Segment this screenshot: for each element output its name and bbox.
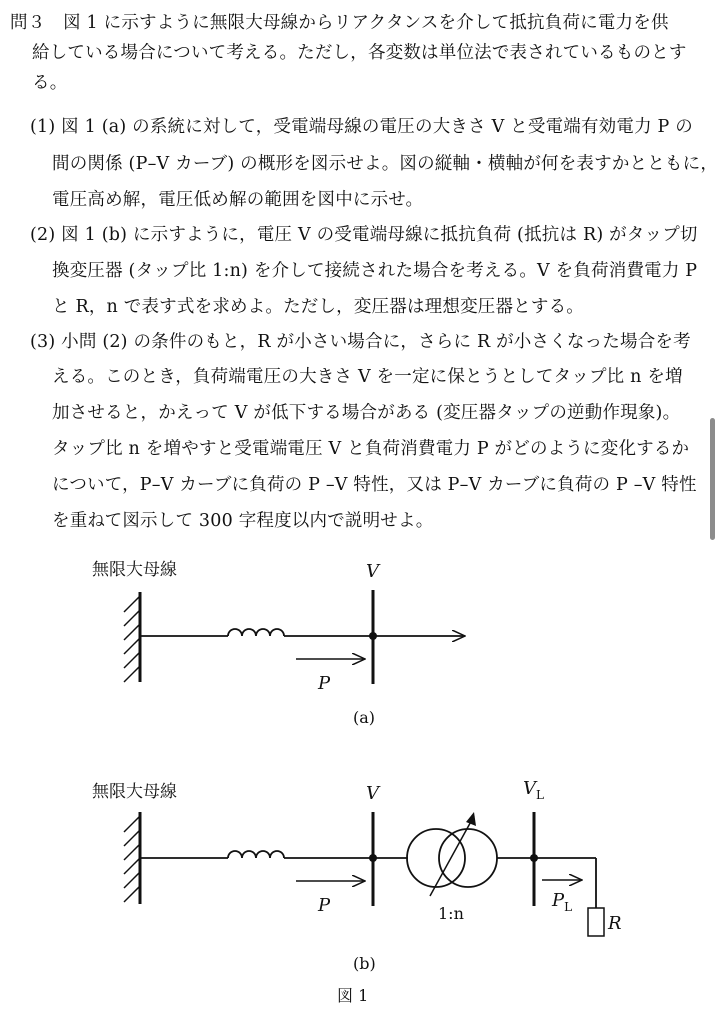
- question-1-line-3: 電圧高め解，電圧低め解の範囲を図中に示せ。: [52, 190, 424, 210]
- question-2-line-2: 換変圧器 (タップ比 1:n) を介して接続された場合を考える。V を負荷消費電力 P: [52, 261, 698, 281]
- problem-line-1: 問３ 図 1 に示すように無限大母線からリアクタンスを介して抵抗負荷に電力を供: [10, 13, 669, 33]
- reactance-coil-b: [228, 851, 284, 858]
- load-resistor: [588, 908, 604, 936]
- caption-b: (b): [353, 954, 376, 973]
- reactance-coil-a: [228, 629, 284, 636]
- infinite-bus-label-a: 無限大母線: [92, 560, 177, 580]
- question-3-line-1: (3) 小問 (2) の条件のもと，R が小さい場合に，さらに R が小さくなった場合を考: [30, 332, 691, 352]
- infinite-bus-symbol-a: [124, 592, 140, 682]
- bus-v-label-b: V: [366, 783, 379, 804]
- problem-line-2: 給している場合について考える。ただし，各変数は単位法で表されているものとす: [32, 43, 687, 63]
- diagram-a: [92, 560, 465, 727]
- question-3-line-3: 加させると，かえって V が低下する場合がある (変圧器タップの逆動作現象)。: [52, 403, 681, 423]
- question-3-line-6: を重ねて図示して 300 字程度以内で説明せよ。: [52, 511, 434, 531]
- power-p-label-a: P: [318, 673, 331, 694]
- resistance-r-label: R: [608, 913, 622, 934]
- bus-vl-label-b: $V_L$: [523, 778, 544, 802]
- question-1-line-1: (1) 図 1 (a) の系統に対して，受電端母線の電圧の大きさ V と受電端有効電力 P の: [30, 117, 693, 137]
- question-3-line-5: について，P–V カーブに負荷の P –V 特性，又は P–V カーブに負荷の P –V 特性: [52, 475, 697, 495]
- infinite-bus-label-b: 無限大母線: [92, 782, 177, 802]
- tap-changing-transformer: [407, 812, 497, 896]
- scrollbar-thumb[interactable]: [710, 418, 715, 540]
- problem-line-3: る。: [32, 73, 68, 93]
- question-1-line-2: 間の関係 (P–V カーブ) の概形を図示せよ。図の縦軸・横軸が何を表すかとともに，: [52, 154, 719, 174]
- question-3-line-2: える。このとき，負荷端電圧の大きさ V を一定に保とうとしてタップ比 n を増: [52, 367, 683, 387]
- diagram-b: [92, 778, 622, 973]
- question-3-line-4: タップ比 n を増やすと受電端電圧 V と負荷消費電力 P がどのように変化するか: [52, 439, 690, 459]
- bus-v-label-a: V: [366, 561, 379, 582]
- question-2-line-3: と R，n で表す式を求めよ。ただし，変圧器は理想変圧器とする。: [52, 297, 584, 317]
- question-2-line-1: (2) 図 1 (b) に示すように，電圧 V の受電端母線に抵抗負荷 (抵抗は R) がタップ切: [30, 225, 698, 245]
- tap-ratio-label: 1:n: [438, 904, 464, 923]
- infinite-bus-symbol-b: [124, 812, 140, 904]
- figure-title: 図 1: [337, 986, 369, 1005]
- load-power-pl-label: $P_L$: [552, 890, 573, 914]
- power-p-label-b: P: [318, 895, 331, 916]
- caption-a: (a): [353, 708, 376, 727]
